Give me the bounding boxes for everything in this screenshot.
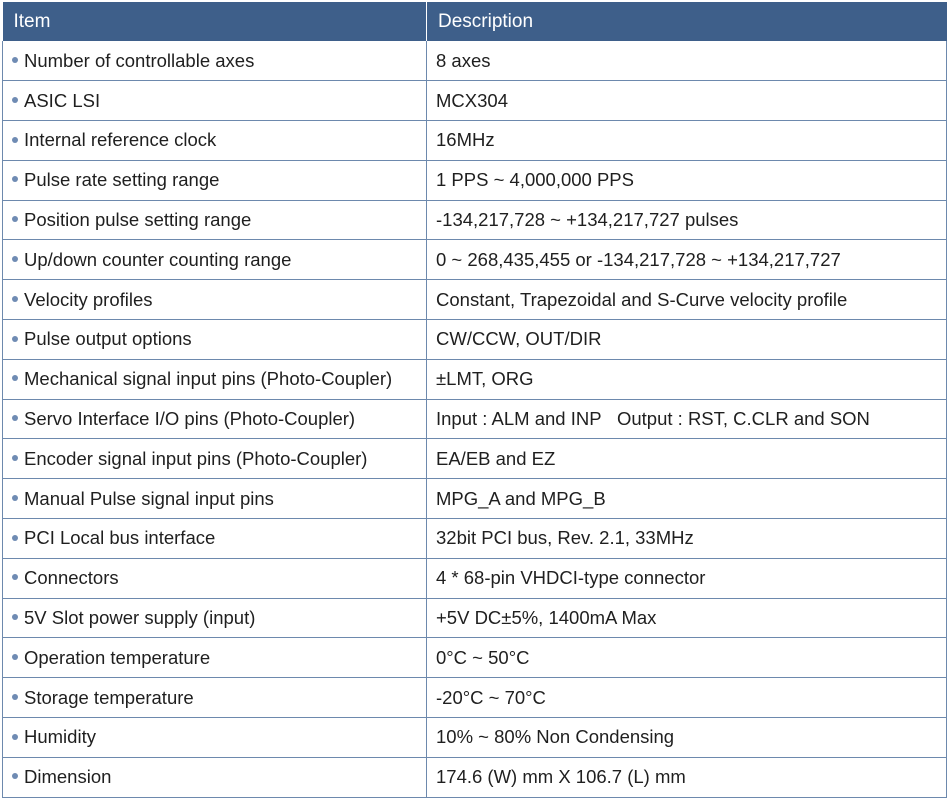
table-row: [3, 558, 947, 598]
bullet-icon: [12, 694, 18, 700]
item-cell: [3, 718, 427, 758]
item-cell: [3, 678, 427, 718]
bullet-icon: [12, 734, 18, 740]
item-label: Up/down counter counting range: [24, 248, 292, 270]
description-cell: 10% ~ 80% Non Condensing: [427, 718, 947, 758]
description-cell: Input : ALM and INP Output : RST, C.CLR and SON: [427, 399, 947, 439]
item-cell: [3, 41, 427, 81]
bullet-icon: [12, 455, 18, 461]
table-row: [3, 240, 947, 280]
item-cell: [3, 280, 427, 320]
item-label: Pulse output options: [24, 328, 192, 350]
bullet-icon: [12, 574, 18, 580]
spec-table: [2, 2, 947, 798]
bullet-icon: [12, 256, 18, 262]
item-label: Dimension: [24, 766, 112, 788]
description-cell: 8 axes: [427, 41, 947, 81]
item-label: Servo Interface I/O pins (Photo-Coupler): [24, 408, 356, 430]
table-row: [3, 359, 947, 399]
column-header-item: Item: [3, 2, 427, 41]
item-cell: [3, 638, 427, 678]
item-cell: [3, 320, 427, 360]
bullet-icon: [12, 176, 18, 182]
item-label: Manual Pulse signal input pins: [24, 487, 274, 509]
item-label: Internal reference clock: [24, 129, 217, 151]
description-cell: -134,217,728 ~ +134,217,727 pulses: [427, 200, 947, 240]
item-label: Velocity profiles: [24, 288, 153, 310]
bullet-icon: [12, 137, 18, 143]
item-cell: [3, 558, 427, 598]
table-row: [3, 638, 947, 678]
item-cell: [3, 359, 427, 399]
description-cell: ±LMT, ORG: [427, 359, 947, 399]
item-cell: [3, 479, 427, 519]
bullet-icon: [12, 495, 18, 501]
item-label: Position pulse setting range: [24, 209, 252, 231]
table-row: [3, 280, 947, 320]
item-label: Pulse rate setting range: [24, 169, 220, 191]
item-cell: [3, 439, 427, 479]
table-row: [3, 439, 947, 479]
description-cell: CW/CCW, OUT/DIR: [427, 320, 947, 360]
description-cell: -20°C ~ 70°C: [427, 678, 947, 718]
table-row: [3, 200, 947, 240]
bullet-icon: [12, 415, 18, 421]
table-row: [3, 598, 947, 638]
bullet-icon: [12, 296, 18, 302]
item-label: PCI Local bus interface: [24, 527, 216, 549]
item-label: ASIC LSI: [24, 89, 101, 111]
description-cell: 4 * 68-pin VHDCI-type connector: [427, 558, 947, 598]
description-cell: 174.6 (W) mm X 106.7 (L) mm: [427, 757, 947, 797]
description-cell: 32bit PCI bus, Rev. 2.1, 33MHz: [427, 519, 947, 559]
description-cell: EA/EB and EZ: [427, 439, 947, 479]
description-cell: +5V DC±5%, 1400mA Max: [427, 598, 947, 638]
table-header: [3, 2, 947, 41]
bullet-icon: [12, 654, 18, 660]
bullet-icon: [12, 97, 18, 103]
table-row: [3, 41, 947, 81]
table-row: [3, 121, 947, 161]
item-cell: [3, 598, 427, 638]
item-label: Number of controllable axes: [24, 49, 255, 71]
bullet-icon: [12, 773, 18, 779]
item-cell: [3, 81, 427, 121]
bullet-icon: [12, 336, 18, 342]
description-cell: MCX304: [427, 81, 947, 121]
item-cell: [3, 200, 427, 240]
description-cell: 1 PPS ~ 4,000,000 PPS: [427, 160, 947, 200]
table-row: [3, 81, 947, 121]
item-cell: [3, 757, 427, 797]
table-row: [3, 399, 947, 439]
bullet-icon: [12, 57, 18, 63]
description-cell: 0 ~ 268,435,455 or -134,217,728 ~ +134,217,727: [427, 240, 947, 280]
item-cell: [3, 240, 427, 280]
item-label: Storage temperature: [24, 686, 194, 708]
description-cell: 0°C ~ 50°C: [427, 638, 947, 678]
item-label: Operation temperature: [24, 646, 211, 668]
table-row: [3, 519, 947, 559]
table-row: [3, 757, 947, 797]
table-row: [3, 479, 947, 519]
table-row: [3, 320, 947, 360]
header-row: [3, 2, 947, 41]
item-cell: [3, 160, 427, 200]
item-cell: [3, 121, 427, 161]
description-cell: MPG_A and MPG_B: [427, 479, 947, 519]
table-body: [3, 41, 947, 797]
item-label: Encoder signal input pins (Photo-Coupler): [24, 447, 368, 469]
item-cell: [3, 519, 427, 559]
table-row: [3, 718, 947, 758]
description-cell: 16MHz: [427, 121, 947, 161]
bullet-icon: [12, 614, 18, 620]
table-row: [3, 678, 947, 718]
item-label: Mechanical signal input pins (Photo-Coupler): [24, 368, 393, 390]
description-cell: Constant, Trapezoidal and S-Curve velocity profile: [427, 280, 947, 320]
bullet-icon: [12, 535, 18, 541]
item-cell: [3, 399, 427, 439]
bullet-icon: [12, 375, 18, 381]
table-row: [3, 160, 947, 200]
item-label: Connectors: [24, 567, 119, 589]
bullet-icon: [12, 216, 18, 222]
item-label: 5V Slot power supply (input): [24, 607, 256, 629]
column-header-description: Description: [427, 2, 947, 41]
item-label: Humidity: [24, 726, 96, 748]
